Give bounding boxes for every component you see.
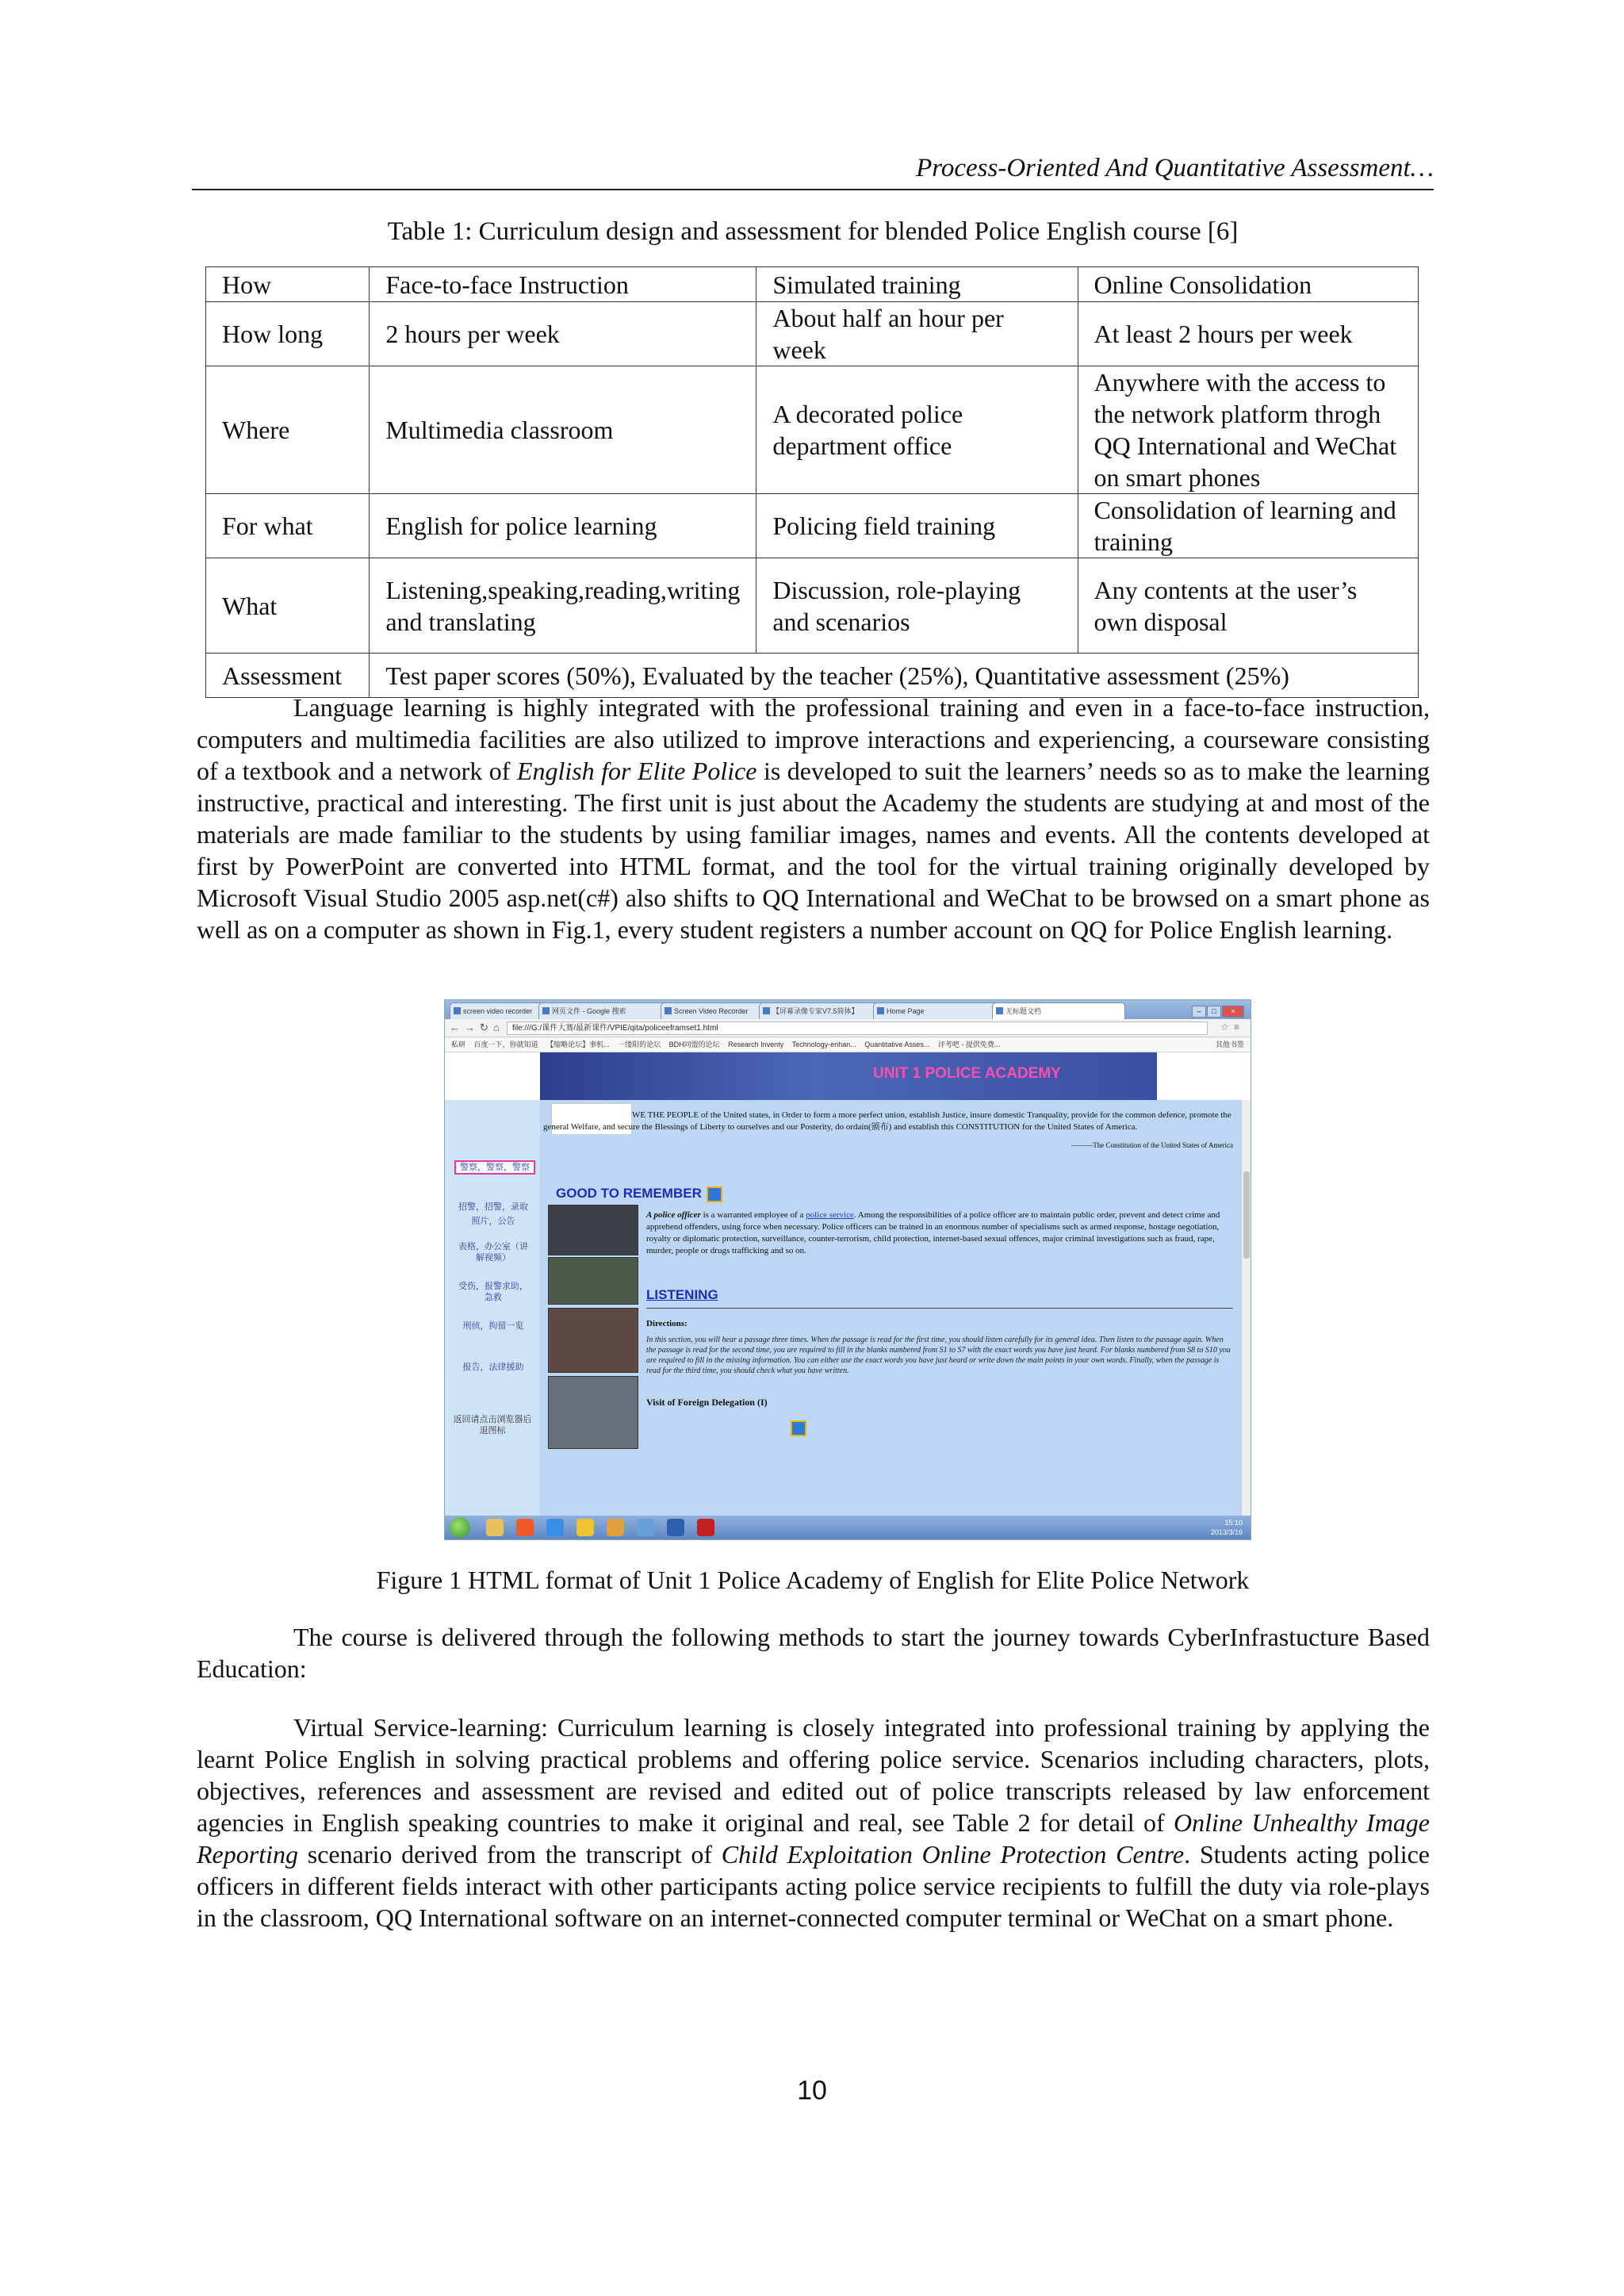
windows-taskbar bbox=[445, 1516, 1251, 1539]
favicon-icon bbox=[877, 1007, 884, 1014]
table-row bbox=[206, 494, 1419, 558]
browser-tab-bar bbox=[445, 1000, 1251, 1019]
tab-label: 网页文件 - Google 搜索 bbox=[552, 1007, 626, 1015]
curriculum-table bbox=[205, 266, 1419, 698]
directions-text: In this section, you will hear a passage three times. When the passage is read for the first time, you should listen carefully for its general idea. Then listen to the passage again. When the passage is read for the second time, you are required to fill in the blanks numbered from S1 to S7 with the exact words you have just heard. For blanks numbered from S8 to S10 you are required to fill in the missing information. You can either use the exact words you have just heard or write down the main points in your own words. Finally, when the passage is read for the third time, you should check what you have written. bbox=[646, 1336, 1231, 1375]
browser-tab[interactable] bbox=[450, 1002, 550, 1020]
table-cell: Policing field training bbox=[756, 494, 1078, 558]
other-bookmarks[interactable]: 其他书签 bbox=[1215, 1041, 1244, 1048]
sidebar-link[interactable]: 表格，办公室（讲解视频） bbox=[458, 1242, 528, 1263]
crowd-photo bbox=[548, 1308, 638, 1373]
sidebar-link[interactable]: 受伤，报警求助，急救 bbox=[458, 1282, 528, 1302]
paragraph-2 bbox=[197, 1621, 1430, 1685]
paragraph-text: is developed to suit the learners’ needs so as to make the learning instructive, practical and interesting. The first unit is just about the Academy the students are studying at and most of the materials are made familiar to the students by using familiar images, names and events. All the contents developed at first by PowerPoint are converted into HTML format, and the tool for the virtual training originally developed by Microsoft Visual Studio 2005 asp.net(c#) also shifts to QQ International and WeChat to be browsed on a smart phone as well as on a computer as shown in Fig.1, every student registers a number account on QQ for Police English learning. bbox=[197, 757, 1431, 944]
heading-text: GOOD TO REMEMBER bbox=[556, 1186, 702, 1201]
clock-date: 2013/3/16 bbox=[1210, 1528, 1243, 1536]
table-cell: Consolidation of learning and training bbox=[1078, 494, 1418, 558]
italic-title: Online Unhealthy Image Reporting bbox=[197, 1808, 1431, 1869]
table-cell: Multimedia classroom bbox=[370, 366, 756, 494]
table-cell: About half an hour per week bbox=[756, 302, 1078, 366]
table-cell: Simulated training bbox=[756, 267, 1078, 302]
table-cell: English for police learning bbox=[370, 494, 756, 558]
favicon-icon bbox=[996, 1007, 1003, 1014]
bookmark-item[interactable]: Research Inventy bbox=[728, 1041, 784, 1048]
preamble-source: ———The Constitution of the United States of America bbox=[1071, 1141, 1233, 1149]
browser-tab[interactable] bbox=[873, 1002, 1003, 1020]
browser-screenshot-figure bbox=[444, 999, 1251, 1540]
police-officer-definition bbox=[646, 1209, 1233, 1257]
bookmark-item[interactable]: BDH同盟的论坛 bbox=[668, 1041, 720, 1048]
browser-tab[interactable] bbox=[661, 1002, 770, 1020]
row-label: How long bbox=[206, 302, 370, 366]
row-label: For what bbox=[206, 494, 370, 558]
bookmarks-bar bbox=[445, 1037, 1251, 1052]
tab-label: Home Page bbox=[887, 1007, 925, 1015]
italic-title: Child Exploitation Online Protection Centre bbox=[721, 1840, 1185, 1869]
paragraph-1 bbox=[197, 692, 1430, 945]
clock-time: 15:10 bbox=[1224, 1519, 1243, 1527]
table-row bbox=[206, 267, 1419, 302]
browser-tab[interactable] bbox=[759, 1002, 884, 1020]
divider bbox=[646, 1308, 1233, 1309]
bookmark-item[interactable]: Quantitative Asses... bbox=[864, 1041, 930, 1048]
minimize-icon[interactable]: – bbox=[1192, 1006, 1206, 1018]
visit-heading: Visit of Foreign Delegation (I) bbox=[646, 1397, 768, 1408]
browser-tab-active[interactable] bbox=[992, 1002, 1125, 1020]
row-label: What bbox=[206, 558, 370, 654]
page-number: 10 bbox=[797, 2076, 827, 2106]
page-content bbox=[540, 1100, 1241, 1516]
bookmark-item[interactable]: Technology-enhan... bbox=[791, 1041, 856, 1048]
sidebar-note: 返回请点击浏览器后退图标 bbox=[453, 1415, 532, 1435]
tab-label: 【屏幕录像专家V7.5简体】 bbox=[772, 1007, 859, 1015]
paragraph-text: . Students acting police officers in different fields interact with other participants acting police service recipients to fulfill the duty via role-plays in the classroom, QQ International software on an internet-connected computer terminal or WeChat on a smart phone. bbox=[197, 1840, 1431, 1932]
favicon-icon bbox=[542, 1007, 550, 1014]
favicon-icon bbox=[665, 1007, 672, 1014]
bookmark-item[interactable]: 私研 bbox=[451, 1041, 466, 1048]
banner-title: UNIT 1 POLICE ACADEMY bbox=[873, 1065, 1061, 1082]
maximize-icon[interactable]: □ bbox=[1207, 1006, 1221, 1018]
pdf-reader-icon[interactable] bbox=[697, 1519, 714, 1536]
bookmark-item[interactable]: 一缕阳的论坛 bbox=[618, 1041, 661, 1048]
url-input[interactable]: file:///G:/课件大赛/最新课件/VPIE/qita/policeeframset1.html bbox=[507, 1022, 1208, 1035]
paragraph-text: scenario derived from the transcript of bbox=[297, 1840, 722, 1869]
scroll-thumb[interactable] bbox=[1243, 1171, 1250, 1259]
listening-heading: LISTENING bbox=[646, 1287, 718, 1302]
taskbar-app-icon[interactable] bbox=[516, 1519, 534, 1536]
bookmark-item[interactable]: 【缩略论坛】事机... bbox=[546, 1041, 610, 1048]
sidebar-link[interactable]: 报告，法律援助 bbox=[462, 1363, 524, 1372]
constitution-preamble: WE THE PEOPLE of the United states, in Order to form a more perfect union, establish Justice, insure domestic Tranquality, provide for the common defence, promote the general Welfare, and secure the Blessings of Liberty to ourselves and our Posterity, do ordain(颁布) and establish this CONSTITUTION for the United States of America. bbox=[543, 1110, 1231, 1132]
paragraph-text: Language learning is highly integrated with the professional training and even in a face-to-face instruction, computers and multimedia facilities are also utilized to improve interactions and experiencing, a courseware consisting of a textbook and a network of bbox=[197, 693, 1430, 785]
page-sidebar bbox=[445, 1100, 540, 1516]
tab-label: screen video recorder bbox=[463, 1007, 533, 1015]
bookmark-item[interactable]: 百度一下，你就知道 bbox=[473, 1041, 538, 1048]
directions-heading: Directions: bbox=[646, 1319, 688, 1328]
sidebar-link[interactable]: 照片，公告 bbox=[471, 1217, 515, 1226]
table-cell: Face-to-face Instruction bbox=[370, 267, 756, 302]
tab-label: Screen Video Recorder bbox=[674, 1007, 749, 1015]
header-rule bbox=[192, 189, 1434, 190]
close-icon[interactable]: × bbox=[1222, 1006, 1244, 1018]
bookmark-item[interactable]: 评考吧 - 提供免费... bbox=[937, 1041, 1001, 1048]
favicon-icon bbox=[454, 1007, 461, 1014]
table-row bbox=[206, 302, 1419, 366]
sidebar-link[interactable]: 招警，招警，录取 bbox=[458, 1202, 528, 1212]
browser-tab[interactable] bbox=[538, 1002, 672, 1020]
taskbar-app-icon[interactable] bbox=[546, 1519, 564, 1536]
taskbar-app-icon[interactable] bbox=[637, 1519, 654, 1536]
taskbar-app-icon[interactable] bbox=[667, 1519, 684, 1536]
system-tray-clock[interactable] bbox=[1211, 1518, 1243, 1537]
row-label: How bbox=[206, 267, 370, 302]
table-row bbox=[206, 558, 1419, 654]
media-play-icon[interactable] bbox=[707, 1186, 722, 1202]
police-service-link[interactable]: police service bbox=[806, 1210, 854, 1220]
police-officer-photo bbox=[548, 1257, 638, 1305]
address-bar bbox=[445, 1019, 1251, 1037]
running-head: Process-Oriented And Quantitative Assessment… bbox=[916, 154, 1434, 182]
table-cell-merged: Test paper scores (50%), Evaluated by the teacher (25%), Quantitative assessment (25%) bbox=[370, 654, 1419, 698]
nav-buttons[interactable]: ←→↻⌂ bbox=[450, 1022, 504, 1033]
paragraph-text: The course is delivered through the following methods to start the journey towards CyberInfrastucture Based Education: bbox=[197, 1623, 1430, 1683]
folder-icon[interactable] bbox=[607, 1519, 624, 1536]
sidebar-link[interactable]: 警察，警察，警察 bbox=[454, 1160, 535, 1175]
favicon-icon bbox=[763, 1007, 770, 1014]
good-to-remember-heading bbox=[556, 1186, 722, 1202]
delegation-photo bbox=[548, 1376, 638, 1449]
window-controls bbox=[1191, 1003, 1244, 1018]
page-scrollbar[interactable] bbox=[1241, 1100, 1251, 1516]
page-banner bbox=[540, 1052, 1157, 1100]
table-cell: A decorated police department office bbox=[756, 366, 1078, 494]
paragraph-3 bbox=[197, 1711, 1430, 1934]
term: A police officer bbox=[646, 1210, 701, 1220]
row-label: Assessment bbox=[206, 654, 370, 698]
police-badge-photo bbox=[548, 1205, 638, 1255]
tab-label: 无标题文档 bbox=[1005, 1007, 1042, 1015]
table-cell: Listening,speaking,reading,writing and translating bbox=[370, 558, 756, 654]
media-play-icon[interactable] bbox=[791, 1420, 806, 1436]
definition-text: is a warranted employee of a bbox=[700, 1210, 806, 1220]
paragraph-text: Virtual Service-learning: Curriculum learning is closely integrated into professional training by applying the learnt Police English in solving practical problems and offering police service. Scenarios including characters, plots, objectives, references and assessment are revised and edited out of police transcripts released by law enforcement agencies in English speaking countries to make it original and real, see Table 2 for detail of bbox=[197, 1713, 1430, 1837]
italic-title: English for Elite Police bbox=[516, 757, 757, 785]
start-button-icon[interactable] bbox=[450, 1517, 470, 1538]
table-cell: Online Consolidation bbox=[1078, 267, 1418, 302]
definition-text: . Among the responsibilities of a police officer are to maintain public order, prevent and detect crime and apprehend offenders, using force when necessary. Police officers can be trained in an enormous number of specialisms such as armed response, hostage negotiation, royalty or diplomatic protection, surveillance, counter-terrorism, child protection, internet-based sexual offences, major criminal investigations such as fraud, rape, murder, people or drugs trafficking and so on. bbox=[646, 1210, 1220, 1255]
row-label: Where bbox=[206, 366, 370, 494]
taskbar-app-icon[interactable] bbox=[486, 1519, 504, 1536]
table-cell: Anywhere with the access to the network platform throgh QQ International and WeChat on smart phones bbox=[1078, 366, 1418, 494]
chrome-icon[interactable] bbox=[576, 1519, 594, 1536]
web-page bbox=[445, 1052, 1251, 1516]
table-cell: Discussion, role-playing and scenarios bbox=[756, 558, 1078, 654]
table-cell: At least 2 hours per week bbox=[1078, 302, 1418, 366]
table-row bbox=[206, 366, 1419, 494]
sidebar-link[interactable]: 刑侦，拘留一览 bbox=[462, 1321, 524, 1331]
table-cell: 2 hours per week bbox=[370, 302, 756, 366]
table-cell: Any contents at the user’s own disposal bbox=[1078, 558, 1418, 654]
star-icon[interactable]: ☆≡ bbox=[1220, 1022, 1244, 1033]
figure-caption: Figure 1 HTML format of Unit 1 Police Academy of English for Elite Police Network bbox=[376, 1566, 1250, 1594]
table-caption: Table 1: Curriculum design and assessment for blended Police English course [6] bbox=[387, 217, 1239, 246]
